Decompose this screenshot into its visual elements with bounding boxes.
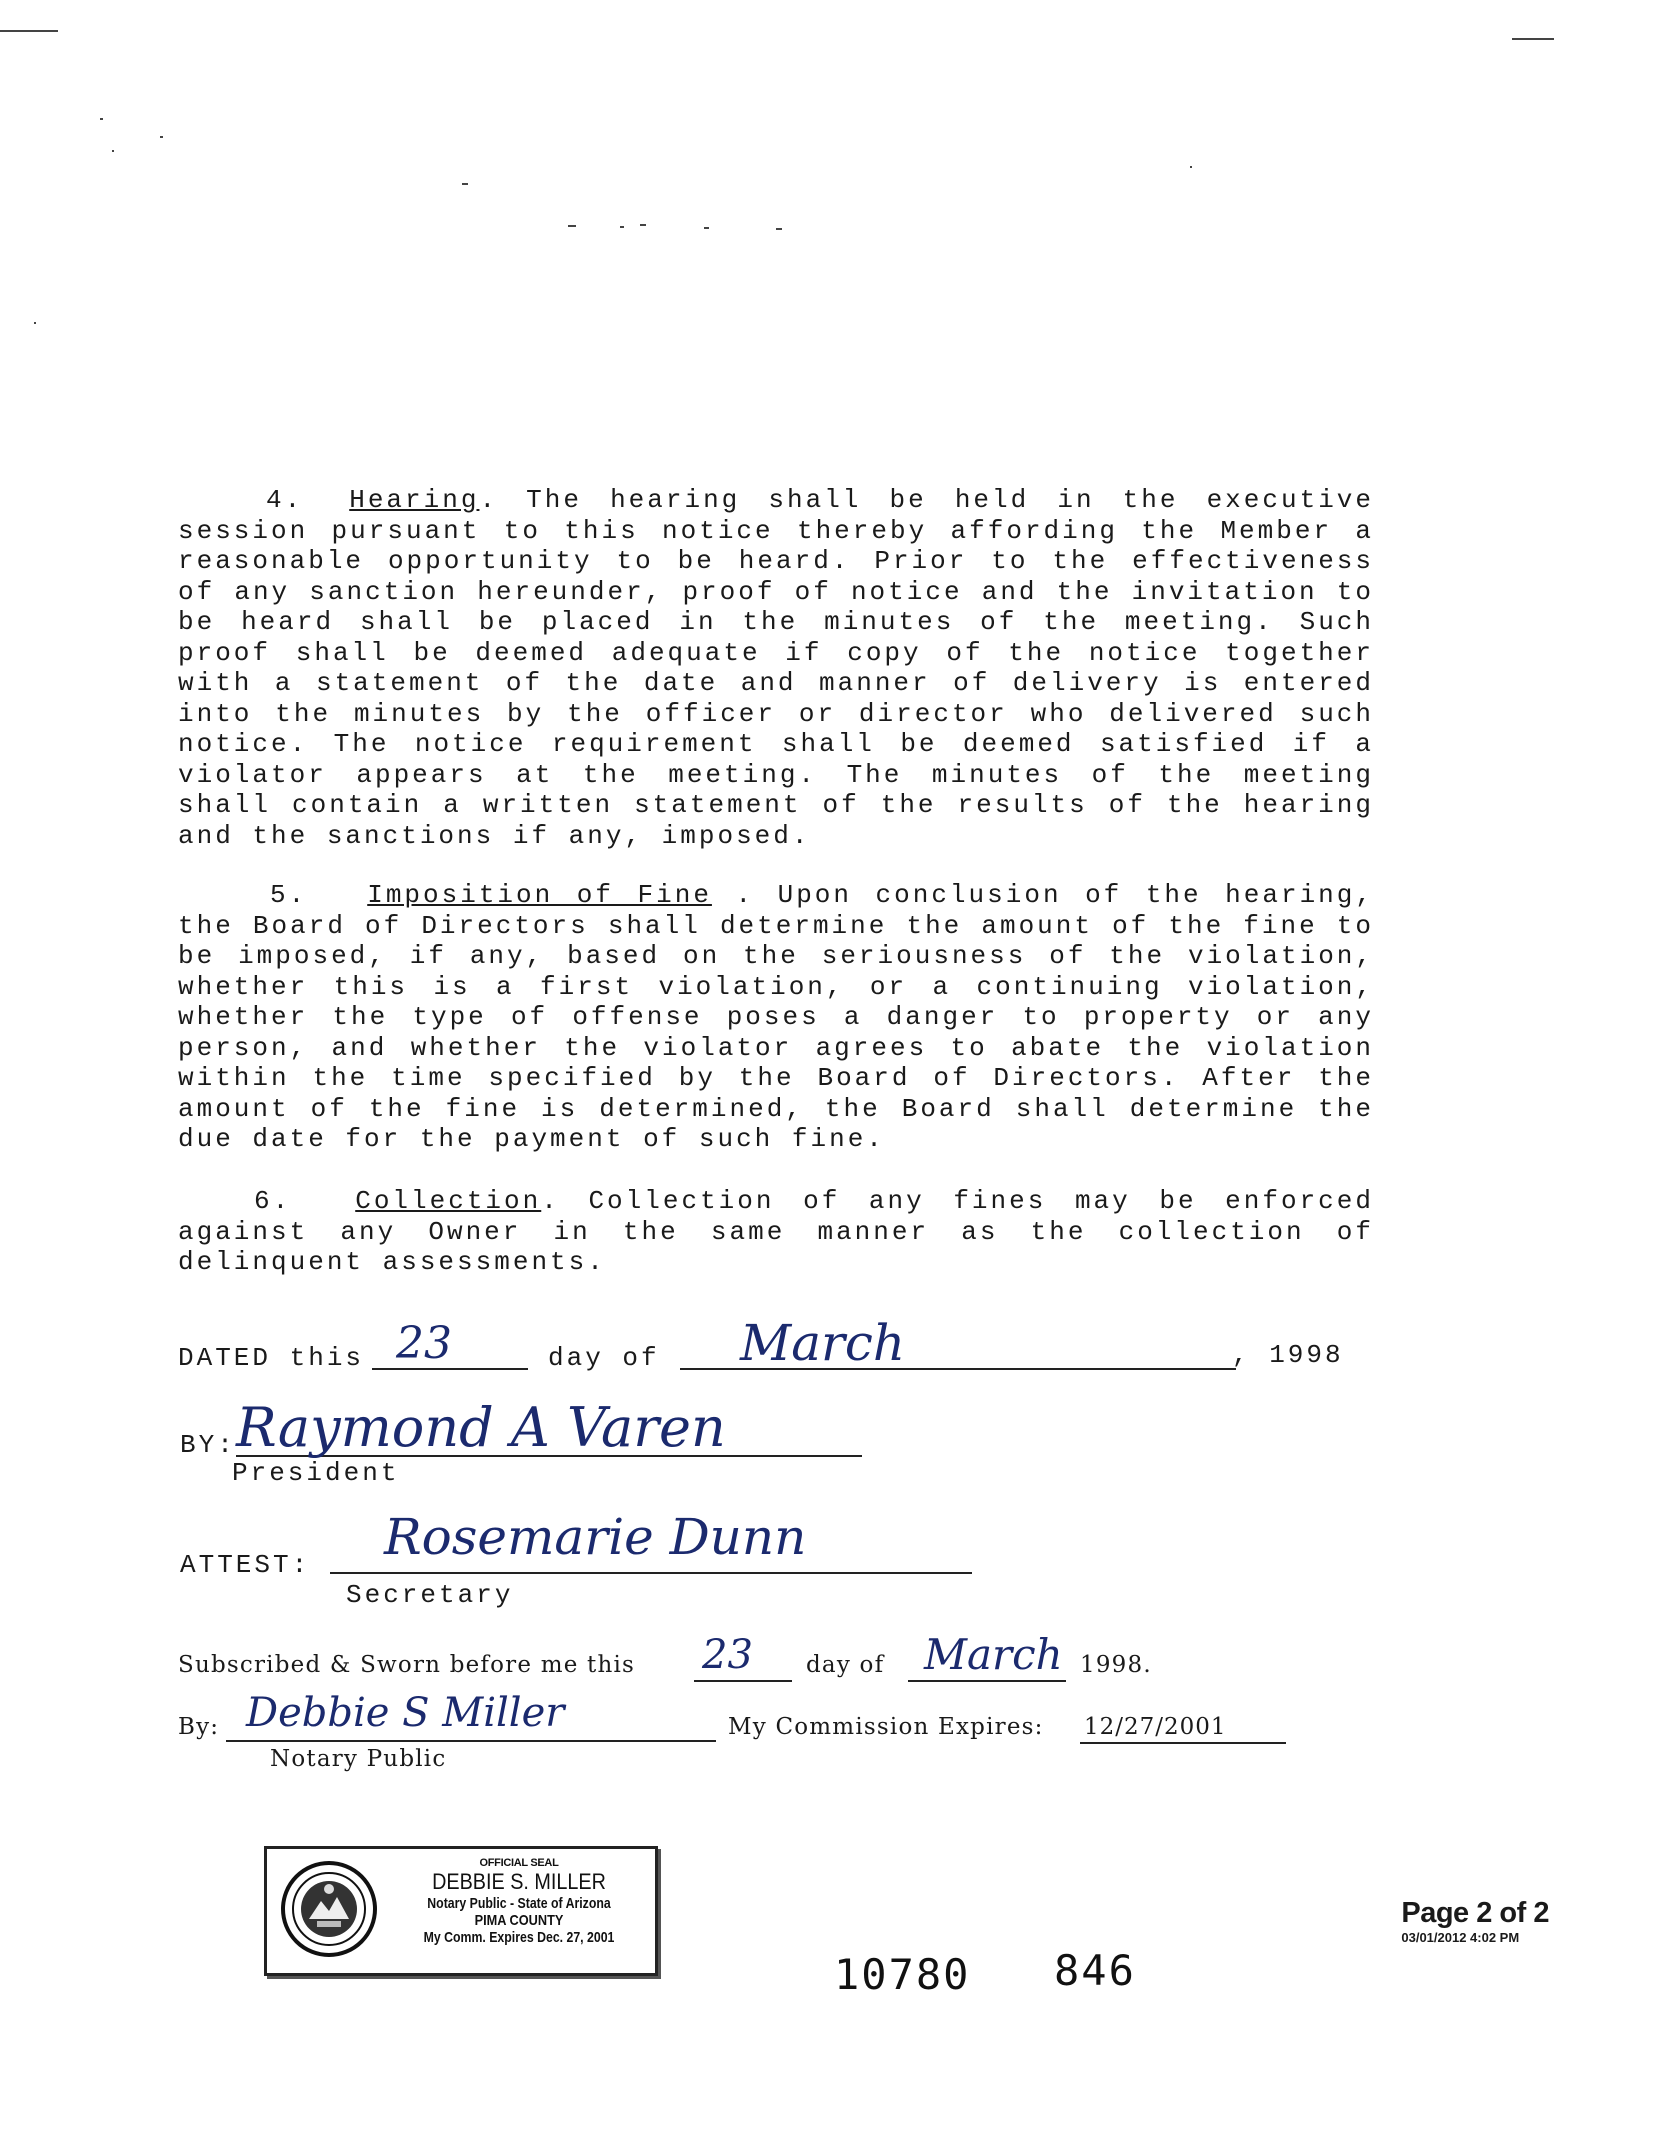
record-book-number: 10780 <box>834 1950 971 1999</box>
scan-mark <box>100 118 103 120</box>
scan-mark <box>1190 166 1192 168</box>
paragraph-number: 5. <box>270 880 308 910</box>
paragraph-heading: Imposition of Fine <box>367 880 712 910</box>
sworn-month-handwritten: March <box>924 1630 1063 1679</box>
dated-year: , 1998 <box>1232 1340 1344 1370</box>
scan-mark <box>640 224 646 226</box>
dated-mid: day of <box>548 1343 660 1373</box>
paragraph-body: . The hearing shall be held in the executive session pursuant to this notice thereby affording the Member a reasonable opportunity to be heard. Prior to the effectiveness of any sanction hereunder, proof of notice and the invitation to be heard shall be placed in the minutes of the meeting. Such proof shall be deemed adequate if copy of the notice together with a statement of the date and manner of delivery is entered into the minutes by the officer or director who delivered such notice. The notice requirement shall be deemed satisfied if a violator appears at the meeting. The minutes of the meeting shall contain a written statement of the results of the hearing and the sanctions if any, imposed. <box>178 485 1374 851</box>
paragraph-number: 6. <box>254 1186 292 1216</box>
paragraph-imposition-of-fine <box>178 880 1374 1155</box>
paragraph-collection <box>178 1186 1374 1278</box>
paragraph-body: . Upon conclusion of the hearing, the Board of Directors shall determine the amount of the fine to be imposed, if any, based on the seriousness of the violation, whether this is a first violation, or a continuing violation, whether the type of offense poses a danger to property or any person, and whether the violator agrees to abate the violation within the time specified by the Board of Directors. After the amount of the fine is determined, the Board shall determine the due date for the payment of such fine. <box>178 880 1374 1154</box>
president-title: President <box>232 1458 400 1488</box>
seal-official-label: OFFICIAL SEAL <box>479 1857 559 1869</box>
scan-mark <box>0 30 58 32</box>
paragraph-heading: Collection <box>355 1186 542 1216</box>
seal-text-block <box>387 1857 651 1946</box>
scan-mark <box>112 150 114 152</box>
sworn-month-line <box>908 1680 1066 1682</box>
dated-month-handwritten: March <box>740 1314 906 1372</box>
sworn-day-handwritten: 23 <box>702 1632 753 1678</box>
notary-title: Notary Public <box>270 1746 447 1772</box>
sworn-day-line <box>694 1680 792 1682</box>
president-signature: Raymond A Varen <box>236 1396 726 1459</box>
seal-expiration: My Comm. Expires Dec. 27, 2001 <box>423 1929 615 1946</box>
paragraph-heading: Hearing <box>349 485 480 515</box>
scan-mark <box>568 225 576 227</box>
scan-mark <box>704 227 709 229</box>
sworn-mid: day of <box>806 1652 885 1678</box>
dated-day-handwritten: 23 <box>396 1318 452 1369</box>
dated-prefix: DATED this <box>178 1343 365 1373</box>
notary-signature: Debbie S Miller <box>246 1690 565 1736</box>
scan-mark <box>776 228 782 230</box>
paragraph-hearing <box>178 485 1374 851</box>
commission-date: 12/27/2001 <box>1084 1714 1227 1740</box>
commission-date-line <box>1080 1742 1286 1744</box>
record-page-number: 846 <box>1054 1946 1136 1995</box>
sworn-prefix: Subscribed & Sworn before me this <box>178 1652 636 1678</box>
page-footer <box>1401 1897 1549 1945</box>
attest-label: ATTEST: <box>180 1550 311 1580</box>
commission-label: My Commission Expires: <box>728 1714 1044 1740</box>
scan-mark <box>462 183 468 185</box>
notary-signature-line <box>226 1740 716 1742</box>
seal-state: Notary Public - State of Arizona <box>427 1895 611 1912</box>
scan-mark <box>620 226 624 228</box>
secretary-signature: Rosemarie Dunn <box>384 1508 807 1566</box>
notary-by-label: By: <box>178 1714 220 1740</box>
seal-notary-name: DEBBIE S. MILLER <box>432 1869 606 1894</box>
attest-signature-line <box>330 1572 972 1574</box>
by-label: BY: <box>180 1430 236 1460</box>
page-timestamp: 03/01/2012 4:02 PM <box>1401 1930 1520 1945</box>
sworn-year: 1998. <box>1080 1652 1152 1678</box>
scan-mark <box>160 136 163 138</box>
paragraph-number: 4. <box>266 485 304 515</box>
arizona-seal-icon <box>279 1859 379 1959</box>
paragraph-body: . Collection of any fines may be enforced against any Owner in the same manner as the collection of delinquent assessments. <box>178 1186 1374 1277</box>
page-number-label: Page 2 of 2 <box>1401 1897 1549 1929</box>
scan-mark <box>1512 38 1554 40</box>
scan-mark <box>34 322 36 324</box>
notary-seal-stamp <box>264 1846 658 1976</box>
seal-county: PIMA COUNTY <box>474 1912 564 1929</box>
secretary-title: Secretary <box>346 1580 514 1610</box>
